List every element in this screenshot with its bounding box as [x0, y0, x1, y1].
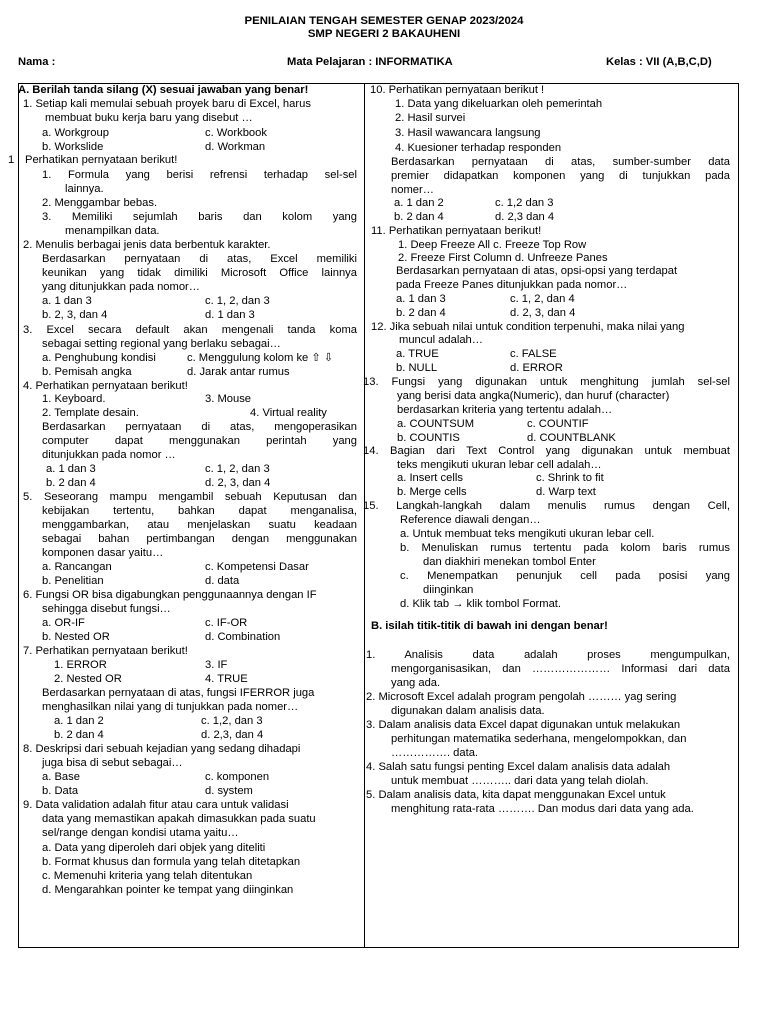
option-d[interactable]: d. system: [205, 785, 253, 797]
option-a[interactable]: a. Workgroup: [42, 127, 109, 139]
option-b[interactable]: b. 2, 3, dan 4: [42, 309, 108, 321]
option-a[interactable]: a. OR-IF: [42, 617, 85, 629]
option-c[interactable]: c. komponen: [205, 771, 270, 783]
option-a[interactable]: a. Penghubung kondisi: [42, 352, 156, 364]
option-c[interactable]: c. FALSE: [510, 348, 557, 360]
option-d[interactable]: d. 2,3, dan 4: [201, 729, 264, 741]
option-a[interactable]: a. Data yang diperoleh dari objek yang diteliti: [42, 842, 266, 854]
option-c[interactable]: c. COUNTIF: [527, 418, 589, 430]
option-d[interactable]: d. Workman: [205, 141, 266, 153]
option-a[interactable]: a. Rancangan: [42, 561, 112, 573]
option-c[interactable]: c. 1,2 dan 3: [495, 197, 554, 209]
student-name-label: Nama :: [18, 56, 56, 68]
option-b[interactable]: b. 2 dan 4: [46, 477, 96, 489]
option-b[interactable]: b. Penelitian: [42, 575, 104, 587]
option-b[interactable]: b. COUNTIS: [397, 432, 460, 444]
class-label: Kelas : VII (A,B,C,D): [606, 56, 712, 68]
option-b[interactable]: b. 2 dan 4: [54, 729, 104, 741]
option-d[interactable]: d. COUNTBLANK: [527, 432, 616, 444]
school-name: SMP NEGERI 2 BAKAUHENI: [307, 28, 461, 40]
option-d[interactable]: d. data: [205, 575, 240, 587]
option-d[interactable]: d. 2,3 dan 4: [495, 211, 555, 223]
option-c[interactable]: c. 1,2, dan 3: [201, 715, 263, 727]
option-c[interactable]: c. Shrink to fit: [536, 472, 604, 484]
exam-title: PENILAIAN TENGAH SEMESTER GENAP 2023/2024: [244, 15, 524, 27]
option-a[interactable]: a. Base: [42, 771, 80, 783]
option-c[interactable]: c. Menggulung kolom ke ⇧ ⇩: [187, 352, 334, 364]
option-d[interactable]: d. 1 dan 3: [205, 309, 255, 321]
section-b-instruction: B. isilah titik-titik di bawah ini dengan benar!: [371, 620, 608, 632]
option-c[interactable]: c. 1, 2, dan 3: [205, 463, 270, 475]
option-a[interactable]: a. 1 dan 2: [54, 715, 104, 727]
subject-label: Mata Pelajaran : INFORMATIKA: [287, 56, 453, 68]
option-c[interactable]: c. Menempatkan penunjuk cell pada posisi yang: [400, 570, 730, 582]
option-a[interactable]: a. Insert cells: [397, 472, 463, 484]
option-b[interactable]: b. Pemisah angka: [42, 366, 132, 378]
option-a[interactable]: a. 1 dan 3: [42, 295, 92, 307]
question-number: 1: [8, 154, 15, 166]
option-b[interactable]: b. Merge cells: [397, 486, 467, 498]
option-d[interactable]: d. ERROR: [510, 362, 563, 374]
option-d[interactable]: d. Klik tab → klik tombol Format.: [400, 598, 562, 610]
option-b[interactable]: b. Menuliskan rumus tertentu pada kolom baris rumus: [400, 542, 730, 554]
option-b[interactable]: b. 2 dan 4: [394, 211, 444, 223]
option-a[interactable]: a. TRUE: [396, 348, 439, 360]
option-c[interactable]: c. Workbook: [205, 127, 267, 139]
option-b[interactable]: b. Nested OR: [42, 631, 110, 643]
option-b[interactable]: b. Data: [42, 785, 79, 797]
option-b[interactable]: b. Workslide: [42, 141, 104, 153]
option-a[interactable]: a. 1 dan 3: [396, 293, 446, 305]
option-a[interactable]: a. 1 dan 3: [46, 463, 96, 475]
option-c[interactable]: c. IF-OR: [205, 617, 248, 629]
option-d[interactable]: d. Warp text: [536, 486, 596, 498]
option-d[interactable]: d. Jarak antar rumus: [187, 366, 290, 378]
column-divider: [364, 83, 365, 948]
option-a[interactable]: a. COUNTSUM: [397, 418, 475, 430]
option-c[interactable]: c. 1, 2, dan 4: [510, 293, 575, 305]
option-d[interactable]: d. 2, 3, dan 4: [510, 307, 576, 319]
option-a[interactable]: a. Untuk membuat teks mengikuti ukuran lebar cell.: [400, 528, 655, 540]
option-a[interactable]: a. 1 dan 2: [394, 197, 444, 209]
option-d[interactable]: d. Mengarahkan pointer ke tempat yang diinginkan: [42, 884, 294, 896]
option-c[interactable]: c. Kompetensi Dasar: [205, 561, 309, 573]
option-c[interactable]: c. 1, 2, dan 3: [205, 295, 270, 307]
option-d[interactable]: d. 2, 3, dan 4: [205, 477, 271, 489]
option-d[interactable]: d. Combination: [205, 631, 281, 643]
option-b[interactable]: b. NULL: [396, 362, 438, 374]
option-b[interactable]: b. 2 dan 4: [396, 307, 446, 319]
option-b[interactable]: b. Format khusus dan formula yang telah ditetapkan: [42, 856, 301, 868]
option-c[interactable]: c. Memenuhi kriteria yang telah ditentukan: [42, 870, 253, 882]
section-a-instruction: A. Berilah tanda silang (X) sesuai jawaban yang benar!: [18, 84, 309, 96]
